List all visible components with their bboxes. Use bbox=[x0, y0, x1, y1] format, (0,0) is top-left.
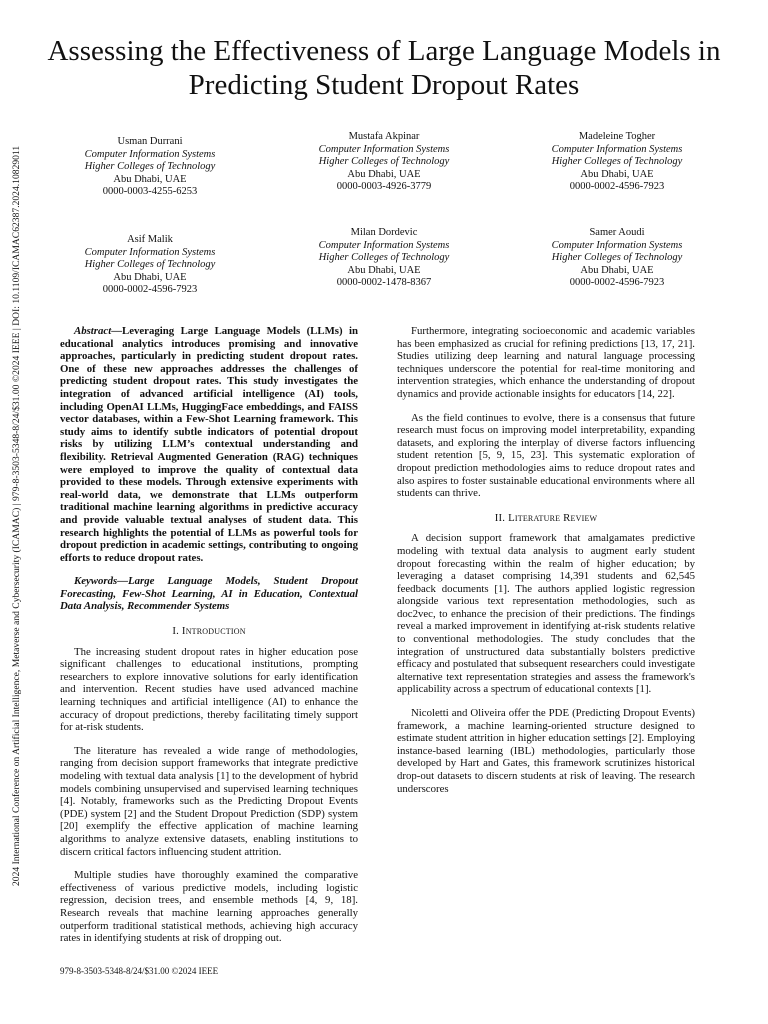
author-name: Asif Malik bbox=[127, 234, 173, 245]
author-city: Abu Dhabi, UAE bbox=[347, 168, 421, 180]
author-org: Higher Colleges of Technology bbox=[84, 161, 216, 172]
author-orcid: 0000-0002-4596-7923 bbox=[569, 277, 665, 288]
paragraph: The increasing student dropout rates in higher education pose significant challenges to educational institutions, prompting researchers to explore innovative solutions for early identification and intervention. Recent studies have used advanced machine learning techniques and artificial intelligence (AI) to enhance the accuracy of dropout predictions, thereby facilitating timely support for at-risk students. bbox=[60, 645, 358, 734]
paragraph: The literature has revealed a wide range of methodologies, ranging from decision support frameworks that integrate predictive modeling with textual data analysis [1] to the development of hybrid models combining unsupervised and supervised learning techniques [4]. Notably, frameworks such as the Predicting Dropout Events (PDE) system [2] and the Student Dropout Prediction (SDP) system [20] exemplify the effective application of machine learning algorithms to analyze extensive datasets, enabling institutions to discern critical factors influencing student attrition. bbox=[60, 744, 358, 858]
abstract-label: Abstract bbox=[74, 325, 112, 337]
paragraph: A decision support framework that amalgamates predictive modeling with textual data analysis to augment early student dropout forecasting within the realm of higher education; by leveraging a dataset comprising 14,391 students and 62,545 feedback documents [1]. The authors applied logistic regression alongside various text representation methodologies, such as doc2vec, to enhance the precision of their predictions. The findings reveal a marked improvement in identifying at-risk students relative to conventional methodologies. The study concludes that the integration of unstructured data substantially bolsters predictive efficacy and postulated that subsequent researchers could investigate alternative text representation strategies and assess the framework's applicability across a spectrum of educational contexts [1]. bbox=[397, 532, 695, 696]
author-block bbox=[517, 131, 717, 194]
author-city: Abu Dhabi, UAE bbox=[580, 264, 654, 276]
abstract-text: —Leveraging Large Language Models (LLMs) in educational analytics introduces promising and innovative approaches, particularly in predicting student dropout rates. One of these new approaches addresses the challenges of predicting student dropout rates. This study investigates the integration of advanced artificial intelligence (AI) tools, including OpenAI LLMs, HuggingFace embeddings, and FAISS vector databases, within a Few-Shot Learning framework. This study aims to identify subtle indicators of potential dropout risks by utilizing LLM’s contextual understanding and flexibility. Retrieval Augmented Generation (RAG) techniques were employed to improve the quality of contextual data provided to these models. Through extensive experiments with real-world data, we demonstrate that LLMs outperform traditional machine learning algorithms in predictive accuracy and provide valuable textual analyses of student data. This research highlights the potential of LLMs as powerful tools for dropout prediction in academic settings, contributing to ongoing efforts to reduce dropout rates. bbox=[60, 325, 358, 564]
author-block bbox=[50, 136, 250, 199]
author-city: Abu Dhabi, UAE bbox=[580, 168, 654, 180]
abstract bbox=[60, 325, 358, 564]
author-city: Abu Dhabi, UAE bbox=[113, 271, 187, 283]
keywords-text: —Large Language Models, Student Dropout Forecasting, Few-Shot Learning, AI in Education, Contextual Data Analysis, Recommender Systems bbox=[60, 575, 358, 613]
author-org: Higher Colleges of Technology bbox=[318, 156, 450, 167]
keywords bbox=[60, 575, 358, 613]
author-block bbox=[50, 234, 250, 297]
paragraph: Furthermore, integrating socioeconomic and academic variables has been emphasized as crucial for refining predictions [13, 17, 21]. Studies utilizing deep learning and natural language processing techniques underscore the potential for real-time monitoring and intervention strategies, which enhance the understanding of dropout dynamics and provide actionable insights for educators [14, 22]. bbox=[397, 325, 695, 400]
author-org: Higher Colleges of Technology bbox=[551, 252, 683, 263]
author-dept: Computer Information Systems bbox=[318, 239, 450, 251]
author-orcid: 0000-0003-4255-6253 bbox=[102, 186, 198, 197]
author-dept: Computer Information Systems bbox=[551, 143, 683, 155]
author-org: Higher Colleges of Technology bbox=[318, 252, 450, 263]
author-block bbox=[284, 227, 484, 290]
paper-title: Assessing the Effectiveness of Large Language Models in Predicting Student Dropout Rates bbox=[47, 35, 721, 101]
section-heading-literature-review: II. Literature Review bbox=[494, 511, 598, 524]
section-heading-introduction: I. Introduction bbox=[172, 625, 246, 638]
author-orcid: 0000-0002-4596-7923 bbox=[569, 181, 665, 192]
page-footer: 979-8-3503-5348-8/24/$31.00 ©2024 IEEE bbox=[60, 966, 219, 976]
author-orcid: 0000-0002-4596-7923 bbox=[102, 284, 198, 295]
author-name: Usman Durrani bbox=[117, 136, 183, 147]
author-dept: Computer Information Systems bbox=[84, 148, 216, 160]
right-column bbox=[397, 325, 695, 795]
paragraph: As the field continues to evolve, there is a consensus that future research must focus on improving model interpretability, expanding datasets, and exploring the interplay of diverse factors influencing student retention [5, 9, 15, 23]. This systematic exploration of dropout prediction methodologies aims to reduce dropout rates and also aspires to foster sustainable educational environments where all students can thrive. bbox=[397, 411, 695, 500]
author-orcid: 0000-0003-4926-3779 bbox=[336, 181, 432, 192]
author-org: Higher Colleges of Technology bbox=[84, 259, 216, 270]
paragraph: Nicoletti and Oliveira offer the PDE (Predicting Dropout Events) framework, a machine learning-oriented structure designed to estimate student attrition in higher education settings [2]. Employing instance-based learning (IBL) methodologies, particularly those developed by Hart and Gates, this framework scrutinizes historical drop-out datasets to discern students at risk of leaving. The research underscores bbox=[397, 707, 695, 795]
author-org: Higher Colleges of Technology bbox=[551, 156, 683, 167]
left-column bbox=[60, 325, 358, 945]
author-block bbox=[284, 131, 484, 194]
author-orcid: 0000-0002-1478-8367 bbox=[336, 277, 432, 288]
author-city: Abu Dhabi, UAE bbox=[347, 264, 421, 276]
author-name: Samer Aoudi bbox=[589, 227, 645, 238]
author-name: Milan Dordevic bbox=[350, 227, 418, 238]
author-name: Mustafa Akpinar bbox=[348, 131, 420, 142]
author-block bbox=[517, 227, 717, 290]
author-city: Abu Dhabi, UAE bbox=[113, 173, 187, 185]
author-dept: Computer Information Systems bbox=[551, 239, 683, 251]
doi-side-text: 2024 International Conference on Artificial Intelligence, Metaverse and Cybersecurity (ICAMAC) | 979-8-3503-5348-8/24/$31.00 ©2024 IEEE | DOI: 10.1109/ICAMAC62387.2024.10829011 bbox=[11, 145, 22, 886]
keywords-label: Keywords bbox=[74, 575, 118, 588]
author-dept: Computer Information Systems bbox=[84, 246, 216, 258]
author-dept: Computer Information Systems bbox=[318, 143, 450, 155]
paragraph: Multiple studies have thoroughly examined the comparative effectiveness of various predictive models, including logistic regression, decision trees, and ensemble methods [4, 9, 18]. Research reveals that machine learning approaches generally outperform traditional statistical methods, achieving high accuracy rates in identifying students at risk of dropping out. bbox=[60, 869, 358, 945]
author-name: Madeleine Togher bbox=[578, 131, 656, 142]
